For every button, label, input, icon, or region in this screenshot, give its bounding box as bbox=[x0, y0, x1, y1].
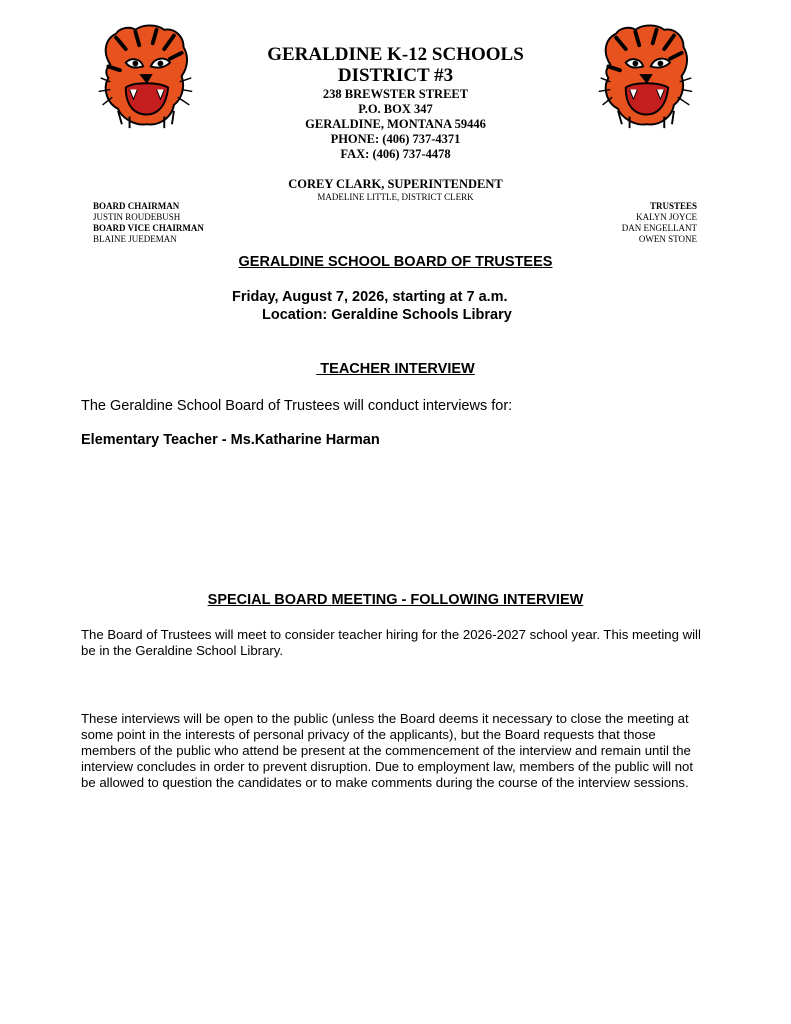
trustee-name: KALYN JOYCE bbox=[636, 212, 697, 222]
district-clerk: MADELINE LITTLE, DISTRICT CLERK bbox=[317, 192, 474, 202]
notice-title: GERALDINE SCHOOL BOARD OF TRUSTEES bbox=[238, 254, 553, 270]
special-meeting-heading: SPECIAL BOARD MEETING - FOLLOWING INTERVIEW bbox=[207, 592, 584, 608]
vice-chairman-title: BOARD VICE CHAIRMAN bbox=[93, 223, 204, 233]
letterhead bbox=[200, 44, 591, 203]
district-number: DISTRICT #3 bbox=[337, 65, 454, 86]
phone-number: PHONE: (406) 737-4371 bbox=[330, 132, 461, 146]
special-meeting-text: The Board of Trustees will meet to consider teacher hiring for the 2026-2027 school year. This meeting will be in the Geraldine School Library. bbox=[81, 627, 701, 658]
board-trustees bbox=[622, 201, 697, 245]
trustees-title: TRUSTEES bbox=[649, 201, 697, 211]
trustee-name: DAN ENGELLANT bbox=[621, 223, 697, 233]
superintendent: COREY CLARK, SUPERINTENDENT bbox=[288, 177, 503, 191]
fax-number: FAX: (406) 737-4478 bbox=[340, 147, 451, 161]
meeting-location: Location: Geraldine Schools Library bbox=[262, 307, 512, 323]
chairman-name: JUSTIN ROUDEBUSH bbox=[93, 212, 181, 222]
school-name: GERALDINE K-12 SCHOOLS bbox=[267, 44, 524, 65]
city-state-zip: GERALDINE, MONTANA 59446 bbox=[305, 117, 486, 131]
tiger-mascot-icon bbox=[96, 24, 194, 130]
board-officers bbox=[93, 201, 204, 245]
chairman-title: BOARD CHAIRMAN bbox=[93, 201, 180, 211]
trustee-name: OWEN STONE bbox=[638, 234, 697, 244]
public-access-text: These interviews will be open to the public (unless the Board deems it necessary to close the meeting at some point in the interests of personal privacy of the applicants), but the Board requests that those members of the public who attend be present at the commencement of the interview and remain until the interview concludes in order to prevent disruption. Due to employment law, members of the public will not be allowed to question the candidates or to make comments during the course of the interview sessions. bbox=[81, 711, 694, 790]
vice-chairman-name: BLAINE JUEDEMAN bbox=[93, 234, 177, 244]
meeting-date-time: Friday, August 7, 2026, starting at 7 a.m. bbox=[232, 289, 508, 305]
po-box: P.O. BOX 347 bbox=[358, 102, 433, 116]
interview-intro: The Geraldine School Board of Trustees will conduct interviews for: bbox=[81, 398, 513, 414]
tiger-mascot-icon bbox=[596, 24, 694, 130]
interview-heading: TEACHER INTERVIEW bbox=[316, 361, 475, 377]
street-address: 238 BREWSTER STREET bbox=[322, 87, 469, 101]
candidate-line: Elementary Teacher - Ms.Katharine Harman bbox=[81, 432, 380, 448]
